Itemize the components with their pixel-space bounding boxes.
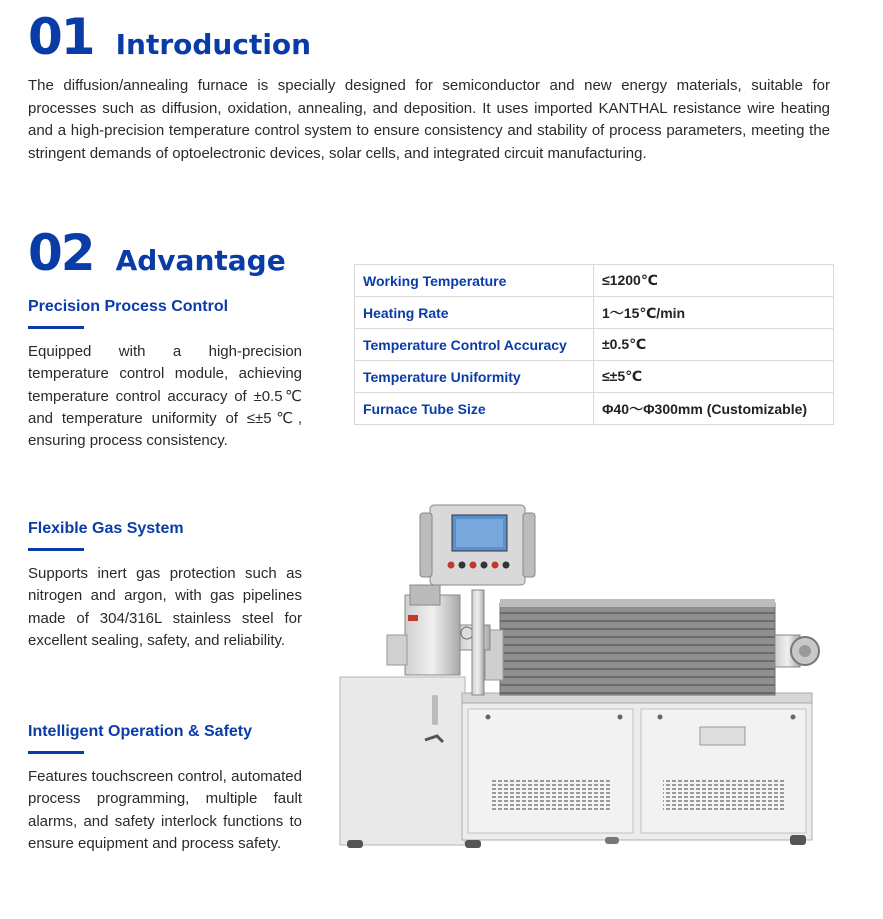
table-row [355,361,834,393]
table-row [355,393,834,425]
spec-table [354,264,834,425]
spec-label: Working Temperature [355,265,594,297]
spec-value: ≤1200℃ [594,265,834,297]
advantage-number: 02 [28,224,94,282]
left-cabinet [340,677,465,845]
spec-label: Heating Rate [355,297,594,329]
feature-title: Precision Process Control [28,298,229,315]
spec-label: Temperature Control Accuracy [355,329,594,361]
table-row [355,265,834,297]
feature-underline [28,751,84,754]
feature-text: Features touchscreen control, automated process programming, multiple fault alarms, and safety interlock functions to ensure equipment and process safety. [28,768,302,852]
control-column [472,590,484,695]
table-row [355,329,834,361]
intro-number: 01 [28,8,94,66]
advantage-heading [28,224,286,282]
advantage-title: Advantage [115,244,286,277]
spec-value: ≤±5℃ [594,361,834,393]
spec-value: 1～15℃/min [594,297,834,329]
feature-operation-safety [28,723,302,855]
control-plate [700,727,745,745]
feature-title: Intelligent Operation & Safety [28,723,253,740]
spec-value: Φ40～Φ300mm (Customizable) [594,393,834,425]
intro-paragraph: The diffusion/annealing furnace is specially designed for semiconductor and new energy materials, suitable for processes such as diffusion, oxidation, annealing, and deposition. It uses imported KANTHAL resistance wire heating and a high-precision temperature control system to ensure consistency and stability of process parameters, meeting the stringent demands of optoelectronic devices, solar cells, and integrated circuit manufacturing. [28,77,830,162]
spec-value: ±0.5℃ [594,329,834,361]
feature-underline [28,326,84,329]
furnace-body [500,603,775,695]
feature-text: Equipped with a high-precision temperature control module, achieving temperature control accuracy of ±0.5℃ and temperature uniformity of ≤±5℃, ensuring process consistency. [28,343,302,450]
feature-text: Supports inert gas protection such as nitrogen and argon, with gas pipelines made of 304/316L stainless steel for excellent sealing, safety, and reliability. [28,565,302,649]
furnace-photo [335,495,825,860]
table-row [355,297,834,329]
feature-title: Flexible Gas System [28,520,184,537]
spec-label: Temperature Uniformity [355,361,594,393]
spec-label: Furnace Tube Size [355,393,594,425]
intro-heading [28,8,312,66]
feature-gas-system [28,520,302,652]
vent-grille [490,780,612,812]
vent-grille [663,780,785,812]
feature-precision-control [28,298,302,452]
intro-title: Introduction [115,28,312,61]
feature-underline [28,548,84,551]
